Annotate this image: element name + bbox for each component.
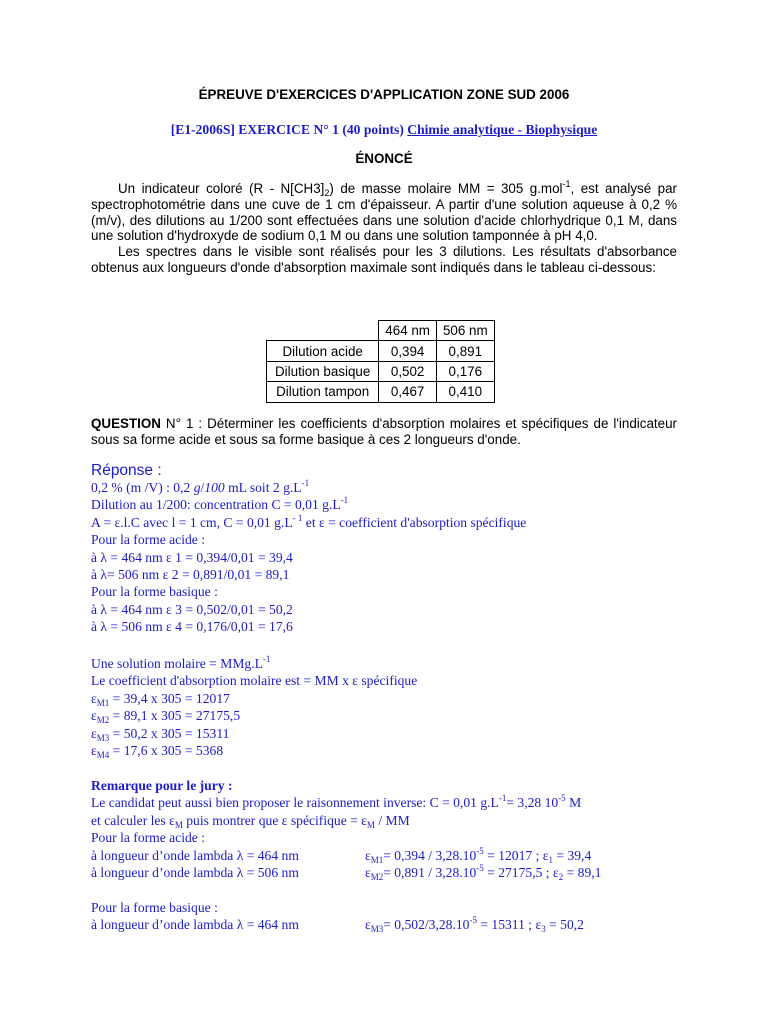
remark-line: Pour la forme basique : [91,899,218,915]
remark-block [91,777,601,934]
answer-line: $\varepsilon_{M1} = 39,4$ x 305 = 12017 [91,690,230,708]
answer-line: à λ = 464 nm ε 1 = 0,394/0,01 = 39,4 [91,549,293,565]
remark-line: à longueur d’onde lambda λ = 464 nm $\varepsilon_{M3}= 0,502/3,28.10^{-5} = 15311$ ; $\varepsilon_3 = 50,2$ [91,915,584,935]
answer-line: 0,2 % (m /V) : 0,2 g/100 mL soit 2 $g.L^{-1}$ [91,478,310,495]
statement [91,181,677,276]
answer-line: A = ε.l.C avec l = 1 cm, C = 0,01 $g.L^{- 1}$ et ε = coefficient d'absorption spécifique [91,512,527,530]
exercise-subject: Chimie analytique - Biophysique [407,122,598,137]
answer-line: Une solution molaire = $MMg.L^{-1}$ [91,654,271,671]
remark-line: à longueur d’onde lambda λ = 464 nm $\varepsilon_{M1}= 0,394 / 3,28.10^{-5} = 12017$ ; $\varepsilon_1 = 39,4$ [91,845,592,865]
row-label: Dilution tampon [267,382,379,402]
answer-line: Pour la forme acide : [91,532,205,548]
answer-line: Le coefficient d'absorption molaire est = MM x ε spécifique [91,673,418,689]
exercise-label: [E1-2006S] EXERCICE N° 1 (40 points) [170,122,404,137]
row-label: Dilution basique [267,361,379,381]
remark-line: Le candidat peut aussi bien proposer le raisonnement inverse: C = 0,01 $g.L^{-1}= 3,28$ $10^{-5}$ M [91,793,582,811]
statement-paragraph-2: Les spectres dans le visible sont réalisés pour les 3 dilutions. Les résultats d'absorbance obtenus aux longueurs d'onde d'absorption maximale sont indiqués dans le tableau ci-dessous: [91,244,677,275]
answer-block [91,479,526,636]
document-title: ÉPREUVE D'EXERCICES D'APPLICATION ZONE SUD 2006 [198,87,570,102]
table-cell: 0,467 [379,382,437,402]
table-cell: 0,394 [379,341,437,361]
remark-line: Pour la forme acide : [91,830,205,846]
table-header-row [267,321,495,341]
table-corner [267,321,379,341]
table-row [267,382,495,402]
answer-line: à λ= 506 nm ε 2 = 0,891/0,01 = 89,1 [91,566,290,582]
statement-paragraph-1: Un indicateur coloré $(R - N[CH3]_2)$ de masse molaire MM = 305 g.mol$^{-1}$, est analysé par spectrophotométrie dans une cuve de 1 cm d'épaisseur. A partir d'une solution aqueuse à 0,2 % (m/v), des dilutions au 1/200 sont effectuées dans une solution d'acide chlorhydrique 0,1 M, dans une solution d'hydroxyde de sodium 0,1 M ou dans une solution tamponnée à pH 4,0. [91,179,677,244]
question-text: N° 1 : Déterminer les coefficients d'absorption molaires et spécifiques de l'indicateur sous sa forme acide et sous sa forme basique à ces 2 longueurs d'onde. [91,416,677,447]
question-1 [91,416,677,448]
absorbance-table [266,320,495,403]
remark-spacer [91,881,601,898]
table-cell: 0,176 [436,361,494,381]
column-header: 506 nm [436,321,494,341]
answer-line: $\varepsilon_{M2} = 89,1$ x 305 = 27175,5 [91,708,241,726]
answer-line: Dilution au 1/200: concentration C = 0,01 $g.L^{-1}$ [91,495,349,513]
table-cell: 0,410 [436,382,494,402]
question-label: QUESTION [91,416,161,431]
table-row [267,341,495,361]
answer-line: $\varepsilon_{M3} = 50,2$ x 305 = 15311 [91,725,230,743]
table-cell: 0,502 [379,361,437,381]
remark-line: et calculer les $\varepsilon_M$ puis montrer que ε spécifique = $\varepsilon_M$ / MM [91,812,410,830]
table-cell: 0,891 [436,341,494,361]
answer-line: à λ = 506 nm ε 4 = 0,176/0,01 = 17,6 [91,619,293,635]
remark-heading: Remarque pour le jury : [91,778,233,793]
table-row [267,361,495,381]
answer-heading: Réponse : [91,462,162,479]
molar-block [91,655,417,759]
answer-line: Pour la forme basique : [91,584,218,600]
remark-line: à longueur d’onde lambda λ = 506 nm $\varepsilon_{M2}= 0,891 / 3,28.10^{-5} = 27175,5$ ; $\varepsilon_2 = 89,1$ [91,862,602,882]
exercise-line [0,121,768,138]
answer-line: $\varepsilon_{M4} = 17,6$ x 305 = 5368 [91,742,224,760]
enonce-heading: ÉNONCÉ [355,151,413,166]
column-header: 464 nm [379,321,437,341]
row-label: Dilution acide [267,341,379,361]
answer-line: à λ = 464 nm ε 3 = 0,502/0,01 = 50,2 [91,601,293,617]
